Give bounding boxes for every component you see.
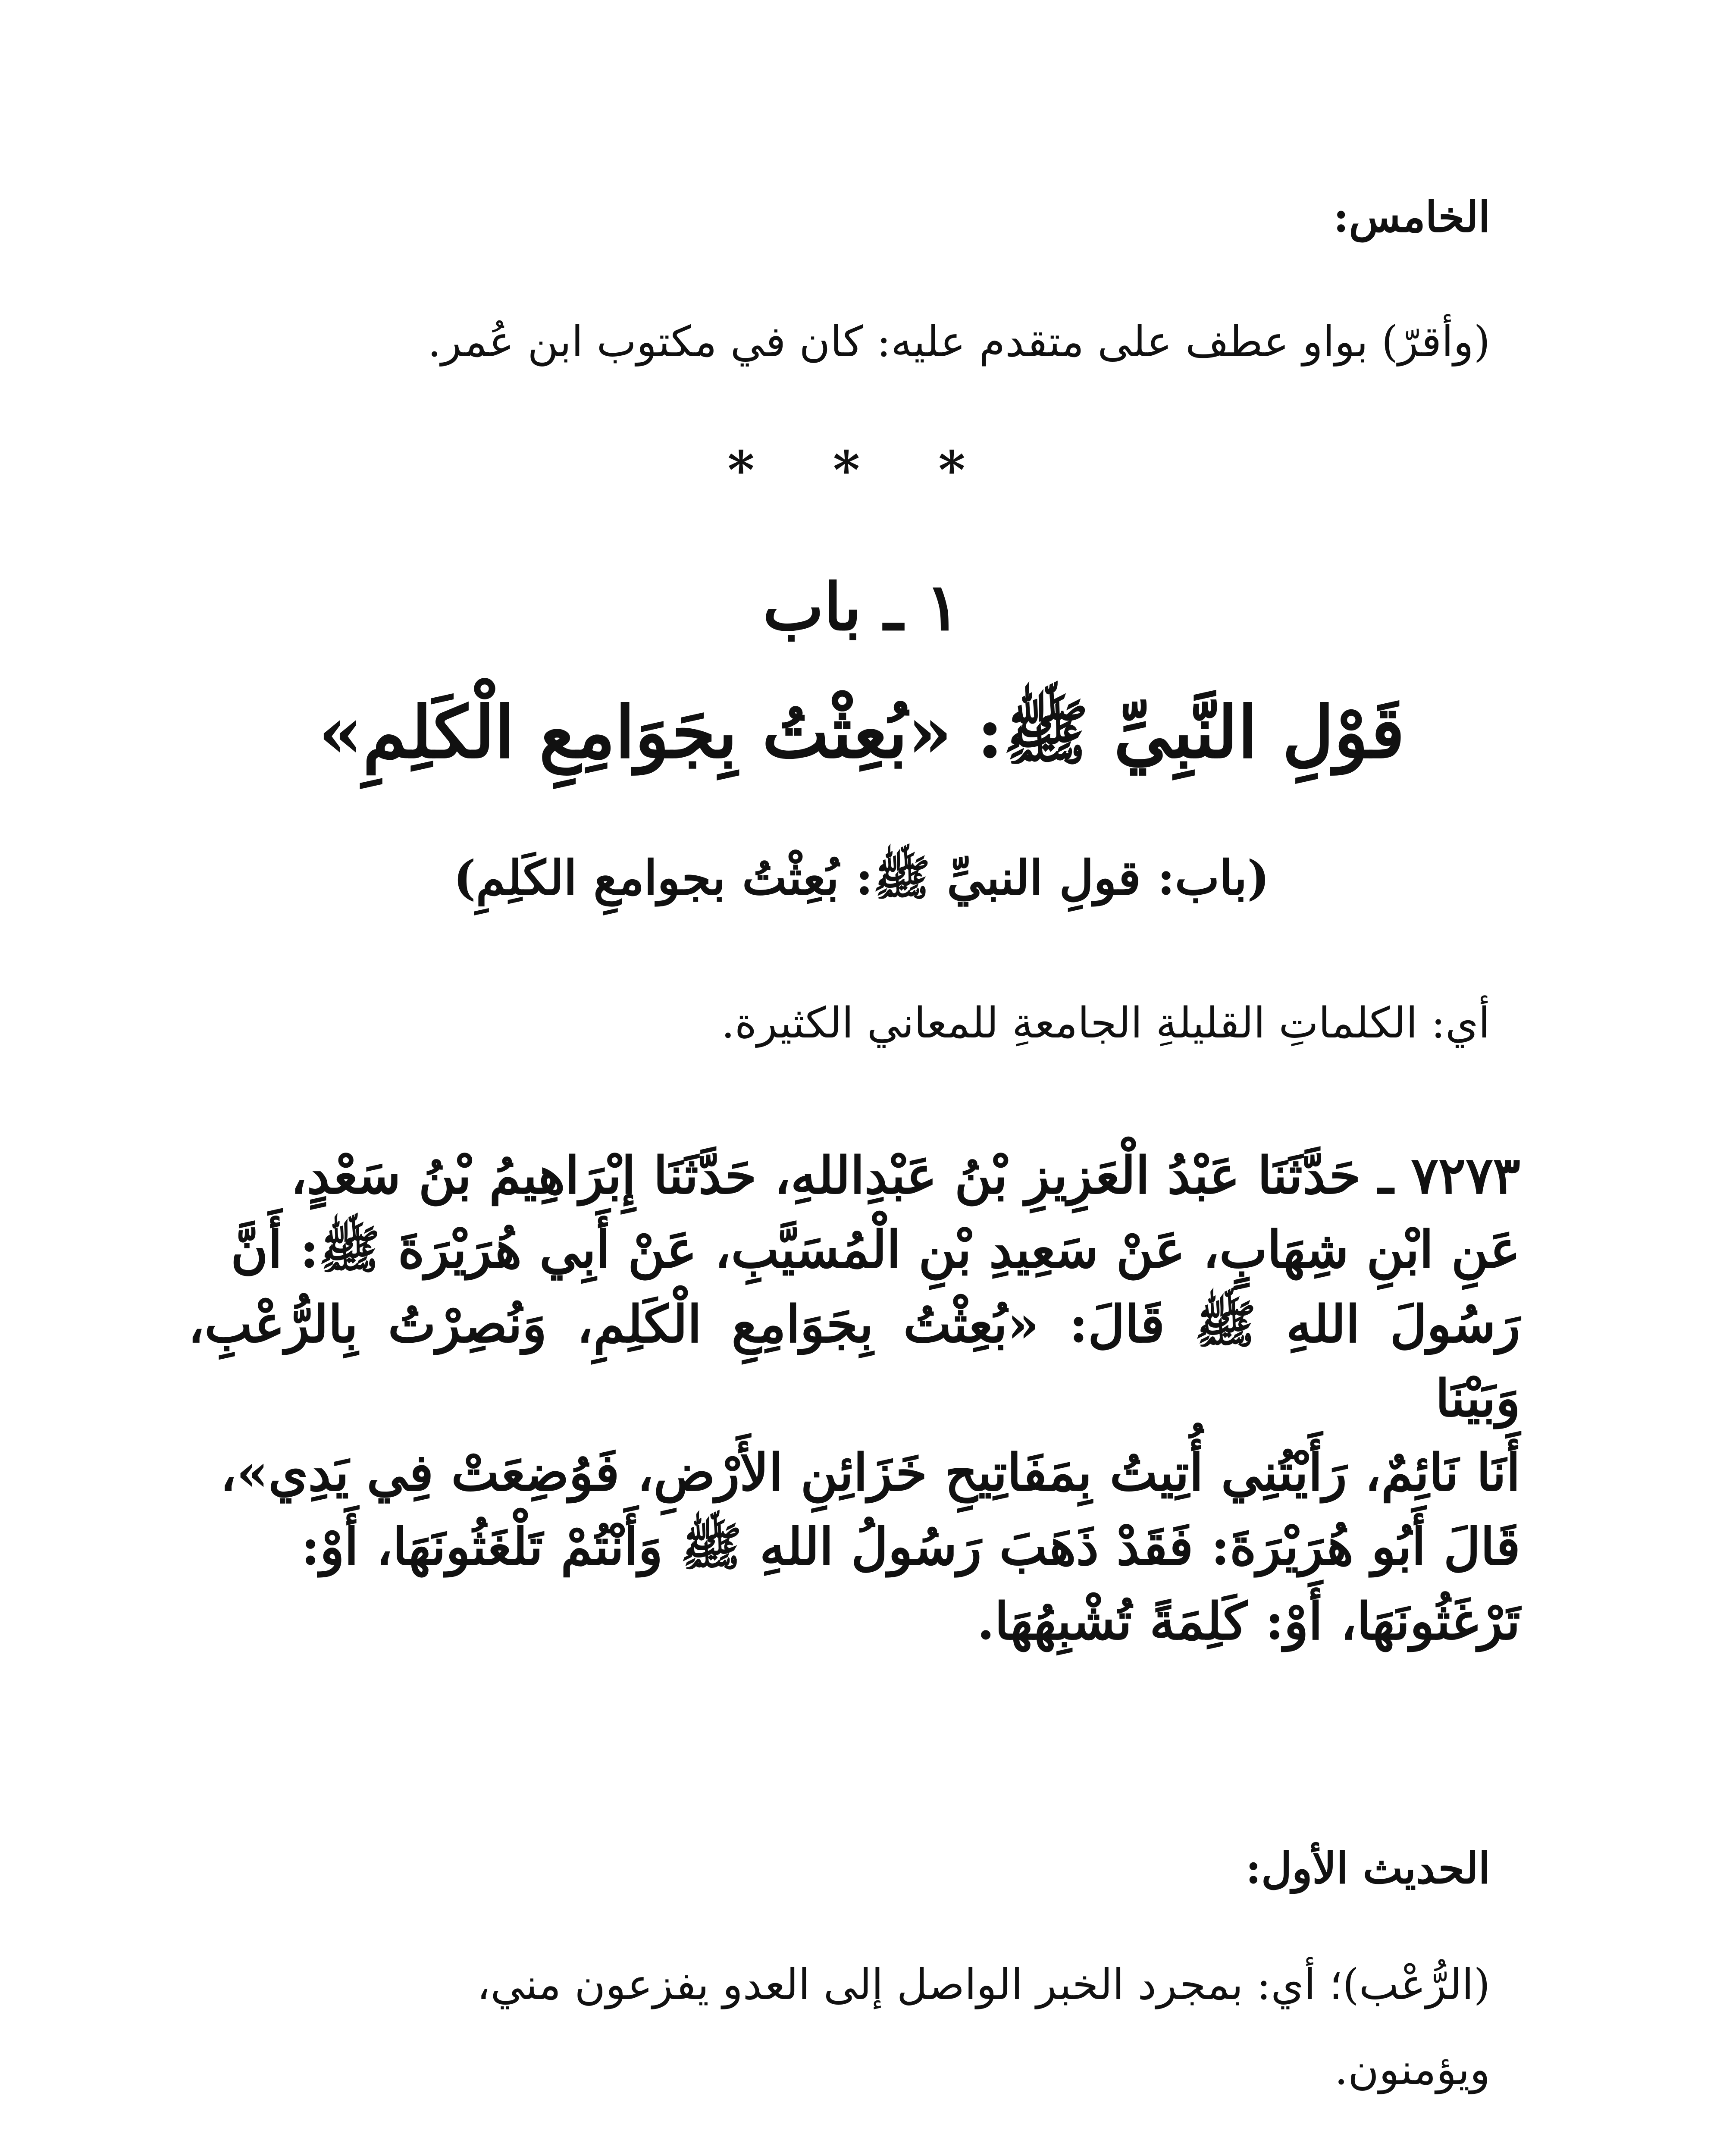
section-heading-fifth: الخامس: [1333,192,1490,242]
commentary-paragraph-ruab [205,1958,1490,2098]
commentary-line: (الرُّعْب)؛ أي: بمجرد الخبر الواصل إلى العدو يفزعون مني، [476,1960,1490,2009]
commentary-line-waqarr: (وأقرّ) بواو عطف على متقدم عليه: كان في مكتوب ابن عُمر. [427,317,1490,367]
hadith-line: أَنَا نَائِمٌ، رَأَيْتُنِي أُتِيتُ بِمَفَاتِيحِ خَزَائِنِ الأَرْضِ، فَوُضِعَتْ فِي يَدِي»، [220,1442,1520,1503]
bab-number: ١ ـ باب [763,569,960,645]
hadith-line: رَسُولَ اللهِ ﷺ قَالَ: «بُعِثْتُ بِجَوَامِعِ الْكَلِمِ، وَنُصِرْتُ بِالرُّعْبِ، وَبَيْنَا [188,1294,1520,1428]
commentary-line: ويؤمنون. [1334,2045,1490,2095]
bab-subtitle: (باب: قولِ النبيِّ ﷺ: بُعِثْتُ بجوامعِ الكَلِمِ) [453,850,1270,906]
hadith-text [188,1138,1520,1658]
bab-gloss: أي: الكلماتِ القليلةِ الجامعةِ للمعاني الكثيرة. [721,999,1490,1048]
hadith-line: تَرْغَثُونَهَا، أَوْ: كَلِمَةً تُشْبِهُهَا. [977,1591,1520,1651]
hadith-line: ٧٢٧٣ ـ حَدَّثَنَا عَبْدُ الْعَزِيزِ بْنُ عَبْدِاللهِ، حَدَّثَنَا إِبْرَاهِيمُ بْنُ سَعْدٍ، [290,1145,1520,1205]
commentary-heading: الحديث الأول: [1245,1844,1490,1893]
section-separator: * * * [727,440,996,501]
bab-title: قَوْلِ النَّبِيِّ ﷺ: «بُعِثْتُ بِجَوَامِعِ الْكَلِمِ» [318,690,1405,774]
hadith-line: قَالَ أَبُو هُرَيْرَةَ: فَقَدْ ذَهَبَ رَسُولُ اللهِ ﷺ وَأَنْتُمْ تَلْغَثُونَهَا، أَوْ: [301,1517,1520,1577]
hadith-line: عَنِ ابْنِ شِهَابٍ، عَنْ سَعِيدِ بْنِ الْمُسَيَّبِ، عَنْ أَبِي هُرَيْرَةَ ﷺ: أَنَّ [231,1219,1520,1280]
